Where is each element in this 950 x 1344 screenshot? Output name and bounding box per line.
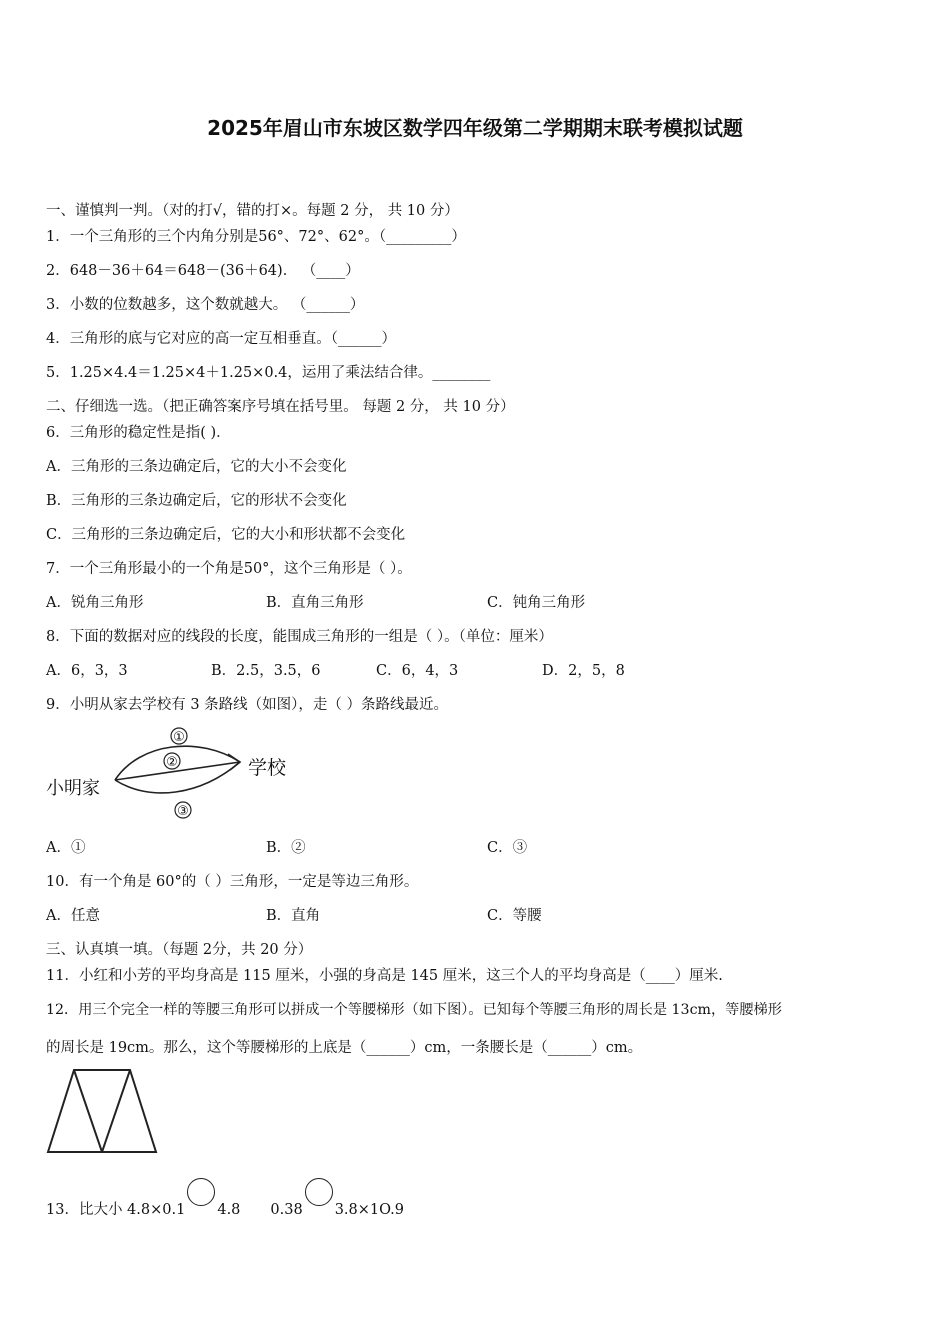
home-label: 小明家	[46, 778, 100, 799]
page-title: 2025年眉山市东坡区数学四年级第二学期期末联考模拟试题	[207, 116, 743, 140]
question-6-option-c: C．三角形的三条边确定后，它的大小和形状都不会变化	[46, 527, 406, 543]
question-5: 5．1.25×4.4＝1.25×4＋1.25×0.4，运用了乘法结合律。________	[46, 365, 491, 381]
section-3-heading: 三、认真填一填。（每题 2分，共 20 分）	[46, 942, 313, 958]
question-7-option-b: B．直角三角形	[266, 595, 364, 611]
question-8: 8．下面的数据对应的线段的长度，能围成三角形的一组是（ ）。（单位：厘米）	[46, 629, 553, 645]
question-13-second: 0.38	[270, 1202, 303, 1218]
question-12-line-1: 12．用三个完全一样的等腰三角形可以拼成一个等腰梯形（如下图）。已知每个等腰三角形的周长是 13cm，等腰梯形	[46, 1002, 782, 1018]
question-4: 4．三角形的底与它对应的高一定互相垂直。（______）	[46, 331, 396, 347]
question-10-option-c: C．等腰	[487, 908, 542, 924]
question-6: 6．三角形的稳定性是指( )．	[46, 425, 231, 441]
compare-circle-1[interactable]	[187, 1178, 215, 1206]
question-10: 10．有一个角是 60°的（ ）三角形，一定是等边三角形。	[46, 874, 419, 890]
question-8-option-b: B．2.5，3.5，6	[211, 663, 321, 679]
route-1-label: ①	[173, 730, 185, 745]
trapezoid-figure	[46, 1068, 160, 1156]
question-11: 11．小红和小芳的平均身高是 115 厘米，小强的身高是 145 厘米，这三个人的平均身高是（____）厘米.	[46, 968, 723, 984]
route-2-label: ②	[166, 755, 178, 770]
question-10-option-b: B．直角	[266, 908, 321, 924]
compare-circle-2[interactable]	[305, 1178, 333, 1206]
question-7-option-a: A．锐角三角形	[46, 595, 144, 611]
question-3: 3．小数的位数越多，这个数就越大。 （______）	[46, 297, 365, 313]
question-8-option-c: C．6，4，3	[376, 663, 459, 679]
question-7: 7．一个三角形最小的一个角是50°，这个三角形是（ ）。	[46, 561, 412, 577]
question-13	[46, 1188, 404, 1220]
question-2: 2．648－36＋64＝648－(36＋64)． （____）	[46, 263, 360, 279]
section-1-heading: 一、谨慎判一判。（对的打√，错的打×。每题 2 分， 共 10 分）	[46, 203, 459, 219]
question-6-option-a: A．三角形的三条边确定后，它的大小不会变化	[46, 459, 347, 475]
school-label: 学校	[248, 757, 287, 779]
question-7-option-c: C．钝角三角形	[487, 595, 586, 611]
inner-edge-right	[102, 1070, 130, 1152]
question-1: 1．一个三角形的三个内角分别是56°、72°、62°。（_________）	[46, 229, 466, 245]
trapezoid-outline	[48, 1070, 156, 1152]
question-13-prefix: 13．比大小 4.8×0.1	[46, 1202, 186, 1218]
question-8-option-a: A．6，3，3	[46, 663, 128, 679]
question-10-option-a: A．任意	[46, 908, 100, 924]
inner-edge-left	[74, 1070, 102, 1152]
question-12-line-2: 的周长是 19cm。那么，这个等腰梯形的上底是（______）cm，一条腰长是（______）cm。	[46, 1040, 643, 1056]
question-13-suffix: 3.8×1O.9	[334, 1202, 405, 1218]
question-9-option-b: B．②	[266, 840, 306, 856]
route-3-label: ③	[177, 804, 189, 819]
question-9-option-a: A．①	[46, 840, 86, 856]
section-2-heading: 二、仔细选一选。（把正确答案序号填在括号里。 每题 2 分， 共 10 分）	[46, 399, 515, 415]
question-6-option-b: B．三角形的三条边确定后，它的形状不会变化	[46, 493, 347, 509]
route-diagram	[40, 722, 310, 826]
question-13-mid: 4.8	[217, 1202, 241, 1218]
question-8-option-d: D．2，5，8	[542, 663, 625, 679]
question-9-option-c: C．③	[487, 840, 528, 856]
question-9: 9．小明从家去学校有 3 条路线（如图），走（ ）条路线最近。	[46, 697, 449, 713]
